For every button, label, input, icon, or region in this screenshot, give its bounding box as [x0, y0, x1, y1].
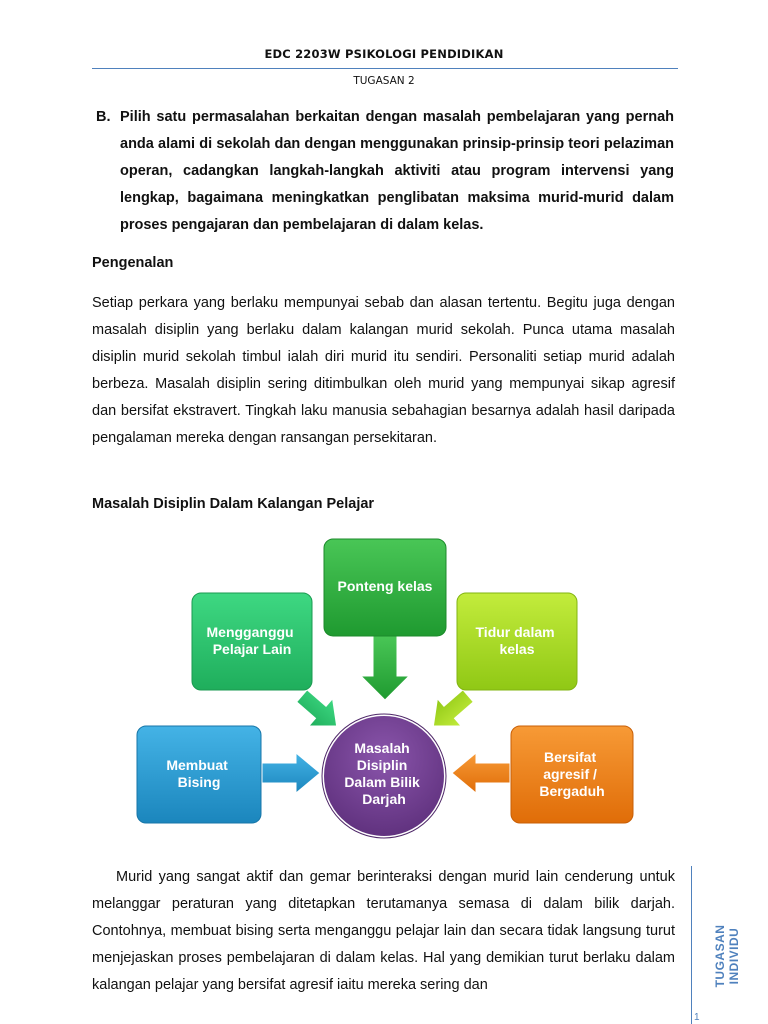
arrow-upper-left — [290, 682, 348, 739]
node-bersifat-line-3: Bergaduh — [539, 783, 605, 799]
question-label: B. — [96, 109, 111, 125]
node-bersifat-agresif — [511, 726, 633, 823]
node-center-line-1: Masalah — [354, 740, 410, 756]
section-heading: Masalah Disiplin Dalam Kalangan Pelajar — [92, 496, 375, 512]
node-mengganggu-pelajar-lain — [192, 593, 312, 690]
node-ponteng-kelas — [324, 539, 446, 636]
page-number: 1 — [694, 1012, 700, 1023]
sidebar-label: TUGASAN INDIVIDU — [713, 924, 741, 988]
body-paragraph: Murid yang sangat aktif dan gemar berinteraksi dengan murid lain cenderung untuk melanggar peraturan yang ditetapkan terutamanya semasa di dalam bilik darjah. Contohnya, membuat bising serta menganggu pelajar lain dan secara tidak langsung turut menjejaskan proses pembelajaran di dalam kelas. Hal yang demikian turut berlaku dalam kalangan pelajar yang bersifat agresif iaitu mereka sering dan — [92, 869, 675, 993]
node-tidur-line-1: Tidur dalam — [475, 624, 555, 640]
node-membuat-bising — [137, 726, 261, 823]
document-header-subtitle: TUGASAN 2 — [353, 75, 415, 87]
node-bersifat-line-1: Bersifat — [543, 749, 597, 765]
node-membuat-line-2: Bising — [177, 774, 221, 790]
node-bersifat-line-2: agresif / — [543, 766, 597, 782]
intro-paragraph: Setiap perkara yang berlaku mempunyai sebab dan alasan tertentu. Begitu juga dengan masalah disiplin yang berlaku dalam kalangan murid sekolah. Punca utama masalah disiplin murid sekolah timbul ialah diri murid itu sendiri. Personaliti setiap murid adalah berbeza. Masalah disiplin sering ditimbulkan oleh murid yang mempunyai sikap agresif dan bersifat ekstravert. Tingkah laku manusia sebahagian besarnya adalah hasil daripada pengalaman mereka dengan ransangan persekitaran. — [92, 295, 675, 446]
node-center-line-2: Disiplin — [356, 757, 408, 773]
document-header-title: EDC 2203W PSIKOLOGI PENDIDIKAN — [264, 47, 504, 61]
svg-text:Ponteng kelas — [338, 578, 433, 594]
node-membuat-line-1: Membuat — [166, 757, 228, 773]
arrow-upper-right — [422, 682, 480, 739]
node-mengganggu-line-1: Mengganggu — [206, 624, 294, 640]
node-center-line-4: Darjah — [362, 791, 406, 807]
node-tidur-dalam-kelas — [457, 593, 577, 690]
node-center-masalah-disiplin — [322, 714, 446, 838]
svg-text:Mengganggu Pelajar Lain — [207, 624, 298, 657]
intro-heading: Pengenalan — [92, 255, 174, 271]
node-mengganggu-line-2: Pelajar Lain — [212, 641, 292, 657]
arrow-left — [262, 753, 320, 793]
arrow-top — [361, 636, 409, 700]
sidebar-divider — [691, 866, 692, 1024]
node-ponteng-kelas-line-1: Ponteng kelas — [337, 578, 433, 594]
node-center-line-3: Dalam Bilik — [344, 774, 420, 790]
node-tidur-line-2: kelas — [499, 641, 535, 657]
arrow-right — [452, 753, 510, 793]
svg-text:Bersifat agresif / — [539, 749, 604, 799]
question-text: Pilih satu permasalahan berkaitan dengan masalah pembelajaran yang pernah anda alami di sekolah dan dengan menggunakan prinsip-prinsip teori pelaziman operan, cadangkan langkah-langkah aktiviti atau program intervensi yang lengkap, bagaimana meningkatkan penglibatan maksima murid-murid dalam proses pengajaran dan pembelajaran di dalam kelas. — [120, 109, 674, 233]
